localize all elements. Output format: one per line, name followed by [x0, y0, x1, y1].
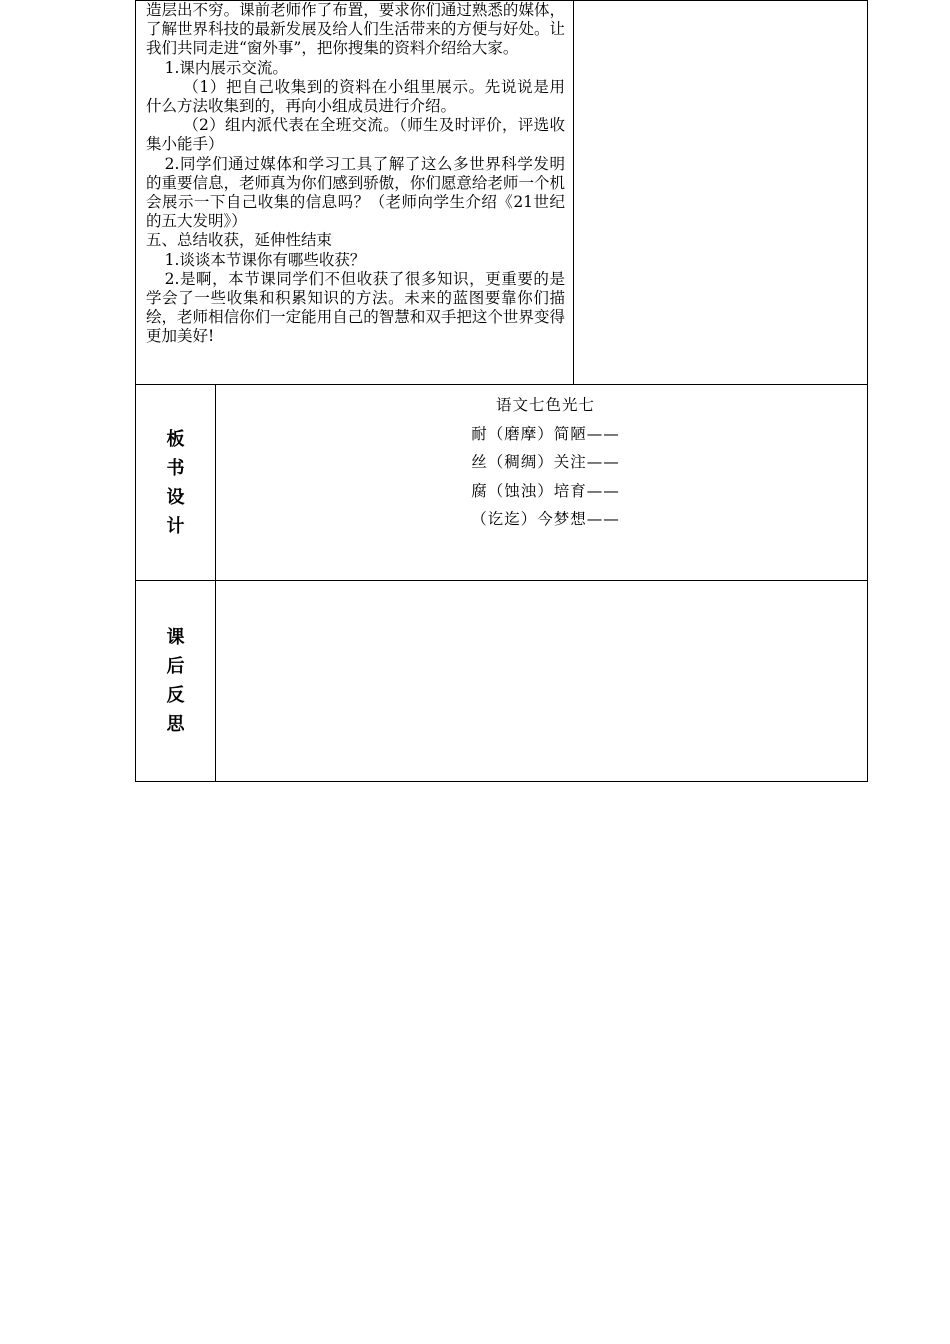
board-title: 语文七色光七: [495, 396, 595, 414]
lesson-paragraph: 造层出不穷。课前老师作了布置，要求你们通过熟悉的媒体，了解世界科技的最新发展及给人们生活带来的方便与好处。让我们共同走进“窗外事”，把你搜集的资料介绍给大家。: [146, 1, 565, 58]
lesson-process-row: [136, 1, 868, 385]
board-line: （讫迄）今梦想——: [471, 510, 620, 529]
reflection-row: [136, 581, 868, 782]
board-line: 丝（稠绸）关注——: [471, 453, 620, 472]
board-design-label: 板 书 设 计: [136, 385, 216, 581]
lesson-paragraph: 1.谈谈本节课你有哪些收获？: [164, 250, 366, 269]
board-design-content: [216, 385, 868, 581]
board-design-row: [136, 385, 868, 581]
lesson-paragraph: 1.课内展示交流。: [164, 58, 288, 77]
lesson-section-heading: 五、总结收获，延伸性结束: [146, 231, 333, 250]
reflection-label: 课 后 反 思: [136, 581, 216, 782]
lesson-process-cell: [136, 1, 574, 385]
lesson-paragraph: （2）组内派代表在全班交流。（师生及时评价，评选收集小能手）: [146, 116, 565, 154]
lesson-paragraph: 2.同学们通过媒体和学习工具了解了这么多世界科学发明的重要信息，老师真为你们感到骄傲，你们愿意给老师一个机会展示一下自己收集的信息吗？（老师向学生介绍《21世纪的五大发明》）: [146, 154, 565, 231]
lesson-paragraph: 2.是啊，本节课同学们不但收获了很多知识，更重要的是学会了一些收集和积累知识的方法。未来的蓝图要靠你们描绘，老师相信你们一定能用自己的智慧和双手把这个世界变得更加美好!: [146, 269, 565, 346]
lesson-plan-table: [135, 0, 868, 782]
board-line: 腐（蚀浊）培育——: [471, 481, 620, 500]
board-line: 耐（磨摩）简陋——: [471, 424, 620, 443]
notes-cell: [574, 1, 868, 385]
reflection-content: [216, 581, 868, 782]
lesson-paragraph: （1）把自己收集到的资料在小组里展示。先说说是用什么方法收集到的，再向小组成员进行介绍。: [146, 77, 565, 116]
